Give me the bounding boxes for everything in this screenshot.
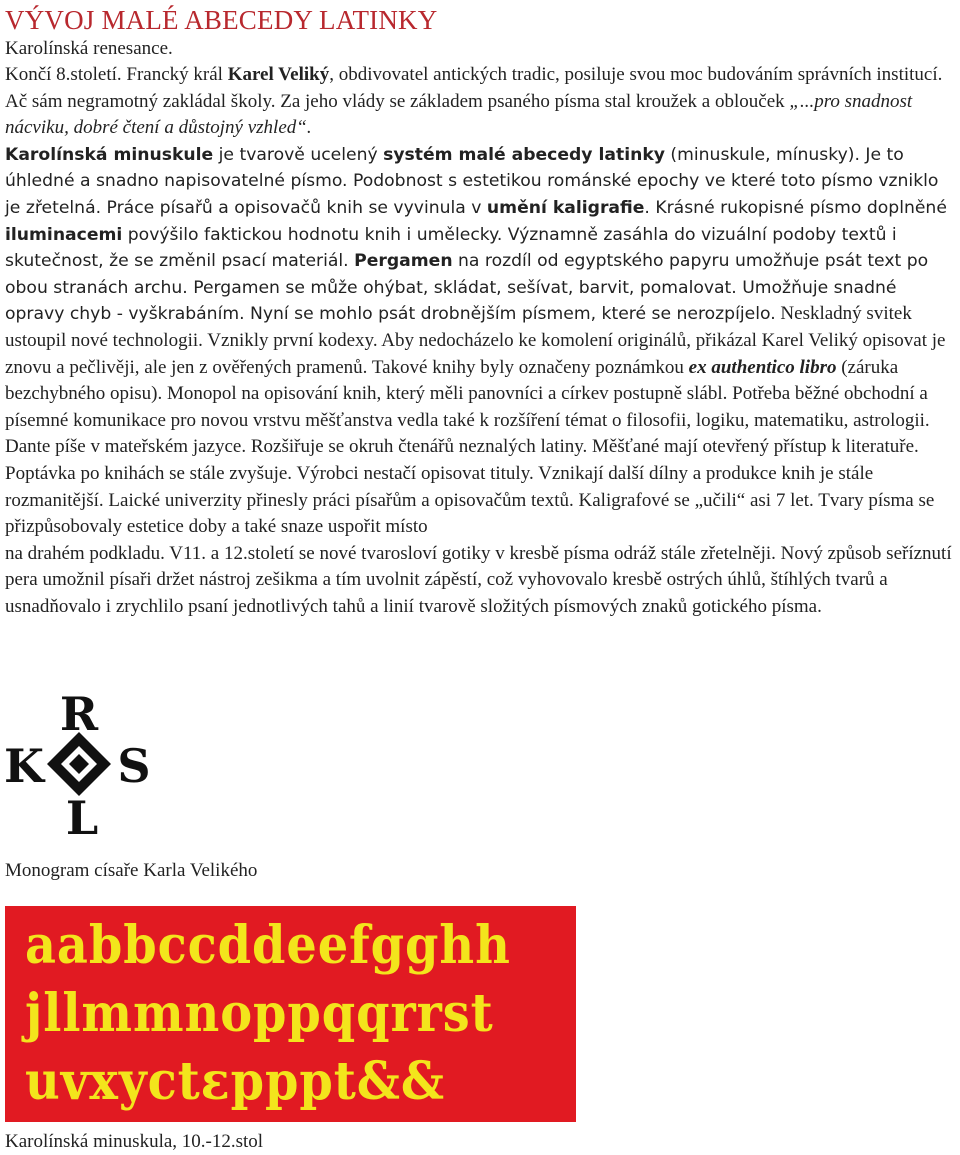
bold-umeni-kaligrafie: umění kaligrafie [486,197,645,218]
article [5,0,955,620]
body-text [5,62,955,620]
alphabet-line-1: aabbccddeefgghh [25,915,511,976]
text-run: Neskladný svitek ustoupil nové technologii. Vznikly první kodexy. Aby nedocházelo ke komolení originálů, přikázal Karel Veliký opisovat je znovu a pečlivěji, ale jen z ověřených pramenů. Takové knihy byly označeny poznámkou [5,303,946,378]
monogram-letter-k: K [4,739,44,793]
alphabet-line-3: uvxyctεpppt&& [25,1051,446,1112]
text-run: (minuskule, mínusky). Je to úhledné a snadno napisovatelné písmo. Podobnost s estetikou románské epochy ve které toto písmo vzniklo je zřetelná. Práce písařů a opisovačů knih se vyvinula v [5,144,939,218]
text-run: . Krásné rukopisné písmo doplněné [644,197,947,218]
monogram-letter-r: R [59,694,99,741]
bold-iluminacemi: iluminacemi [5,224,123,245]
monogram-image [4,694,154,839]
sans-block [5,145,947,325]
bold-karolinska-minuskule: Karolínská minuskule [5,144,214,165]
subtitle: Karolínská renesance. [5,38,173,59]
carolingian-alphabet-image [5,906,576,1122]
alphabet-caption: Karolínská minuskula, 10.-12.stol [5,1131,264,1152]
monogram-letter-l: L [65,791,99,839]
bold-karel-veliky: Karel Veliký [227,64,330,85]
text-run: Končí 8.století. Francký král [5,64,228,85]
text-run: na drahém podkladu. V11. a 12.století se nové tvarosloví gotiky v kresbě písma odráž stále zřetelněji. Nový způsob seříznutí pera umožnil písaři držet nástroj zešikma a tím uvolnit zápěstí, což vyhovovalo kresbě ostrých úhlů, štíhlých tvarů a usnadňovalo i zrychlilo psaní jednotlivých tahů a linií tvarově složitých písmových znaků gotického písma. [5,542,952,617]
text-run: , obdivovatel antických tradic, posiluje svou moc budováním správních institucí. Ač sám negramotný zakládal školy. Za jeho vlády se základem psaného písma stal kroužek a oblouček [5,64,943,112]
bold-pergamen: Pergamen [354,251,453,272]
text-run: na rozdíl od egyptského papyru umožňuje psát text po obou stranách archu. Pergamen se může ohýbat, skládat, sešívat, barvit, pomalovat. Umožňuje snadné opravy chyb - vyškrabáním. Nyní se mohlo psát drobnějším písmem, které se nerozpíjelo. [5,251,929,325]
monogram-caption: Monogram císaře Karla Velikého [5,860,258,881]
text-run: povýšilo faktickou hodnotu knih i umělecky. Významně zasáhla do vizuální podoby textů i skutečnost, že se změnil psací materiál. [5,224,897,272]
italic-quote: „...pro snadnost nácviku, dobré čtení a důstojný vzhled“. [5,90,913,139]
bold-italic-ex-authentico: ex authentico libro [688,356,837,378]
monogram-letter-s: S [117,739,151,793]
bold-system: systém malé abecedy latinky [383,144,665,165]
text-run: je tvarově ucelený [213,144,384,165]
alphabet-line-2: jllmmnoppqqrrst [25,983,494,1044]
page-title: VÝVOJ MALÉ ABECEDY LATINKY [5,5,438,35]
text-run: (záruka bezchybného opisu). Monopol na opisování knih, který měli panovníci a církev postupně slábl. Potřeba běžné obchodní a písemné komunikace pro novou vrstvu měšťanstva vedla také k rozšíření témat o filosofii, logiku, matematiku, astrologii. Dante píše v mateřském jazyce. Rozšiřuje se okruh čtenářů neznalých latiny. Měšťané mají otevřený přístup k literatuře. Poptávka po knihách se stále zvyšuje. Výrobci nestačí opisovat tituly. Vznikají další dílny a produkce knih je stále rozmanitější. Laické univerzity přinesly práci písařům a opisovačům textů. Kaligrafové se „učili“ asi 7 let. Tvary písma se přizpůsobovaly estetice doby a také snaze uspořit místo [5,356,935,538]
